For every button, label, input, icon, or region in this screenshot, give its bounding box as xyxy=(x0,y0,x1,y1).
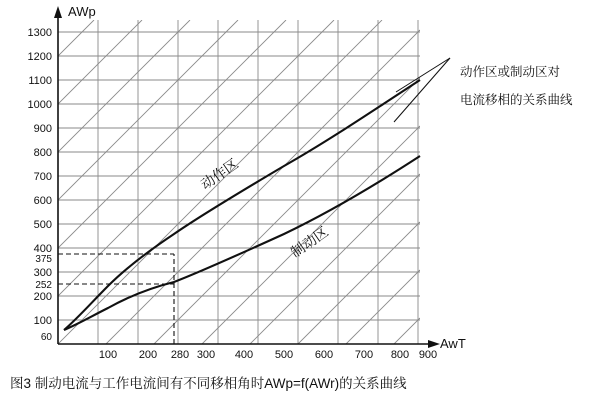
curve-operate-boundary xyxy=(64,80,420,330)
y-tick-200: 200 xyxy=(33,291,52,303)
annotation-leaders xyxy=(394,58,450,122)
x-tick-600: 600 xyxy=(314,349,334,361)
axes xyxy=(54,6,440,348)
x-tick-900: 900 xyxy=(418,349,438,361)
x-tick-500: 500 xyxy=(274,349,294,361)
x-tick-280: 280 xyxy=(170,349,190,361)
y-tick-400: 400 xyxy=(33,243,52,255)
figure-caption: 图3 制动电流与工作电流间有不同移相角时AWp=f(AWr)的关系曲线 xyxy=(10,376,407,391)
y-tick-375: 375 xyxy=(35,254,52,265)
y-tick-300: 300 xyxy=(33,267,52,279)
y-tick-1100: 1100 xyxy=(28,75,52,87)
data-curves xyxy=(64,80,420,330)
y-tick-700: 700 xyxy=(33,171,52,183)
x-tick-700: 700 xyxy=(354,349,374,361)
y-tick-900: 900 xyxy=(33,123,52,135)
y-tick-labels xyxy=(28,27,53,343)
diagonal-gridlines xyxy=(58,20,420,344)
y-tick-1000: 1000 xyxy=(27,99,52,111)
x-tick-300: 300 xyxy=(196,349,216,361)
x-axis-arrow xyxy=(428,340,440,348)
x-tick-200: 200 xyxy=(138,349,158,361)
x-tick-400: 400 xyxy=(234,349,254,361)
y-tick-800: 800 xyxy=(33,147,52,159)
y-tick-600: 600 xyxy=(33,195,52,207)
y-axis-title: AWp xyxy=(68,4,96,19)
annotation-line-1: 动作区或制动区对 xyxy=(460,65,561,79)
x-tick-100: 100 xyxy=(98,349,118,361)
label-restrain-region: 制动区 xyxy=(287,223,332,261)
x-tick-labels xyxy=(99,349,437,361)
y-tick-1300: 1300 xyxy=(27,27,52,39)
guide-lines xyxy=(58,254,174,344)
annotation-line-2: 电流移相的关系曲线 xyxy=(460,93,573,107)
y-tick-60: 60 xyxy=(40,332,52,343)
y-tick-252: 252 xyxy=(35,280,52,291)
y-tick-1200: 1200 xyxy=(27,51,52,63)
x-axis-title: AwT xyxy=(440,336,466,351)
label-operate-region: 动作区 xyxy=(197,155,242,193)
y-tick-100: 100 xyxy=(33,315,52,327)
y-tick-500: 500 xyxy=(33,219,52,231)
x-tick-800: 800 xyxy=(390,349,410,361)
y-axis-arrow xyxy=(54,6,62,18)
